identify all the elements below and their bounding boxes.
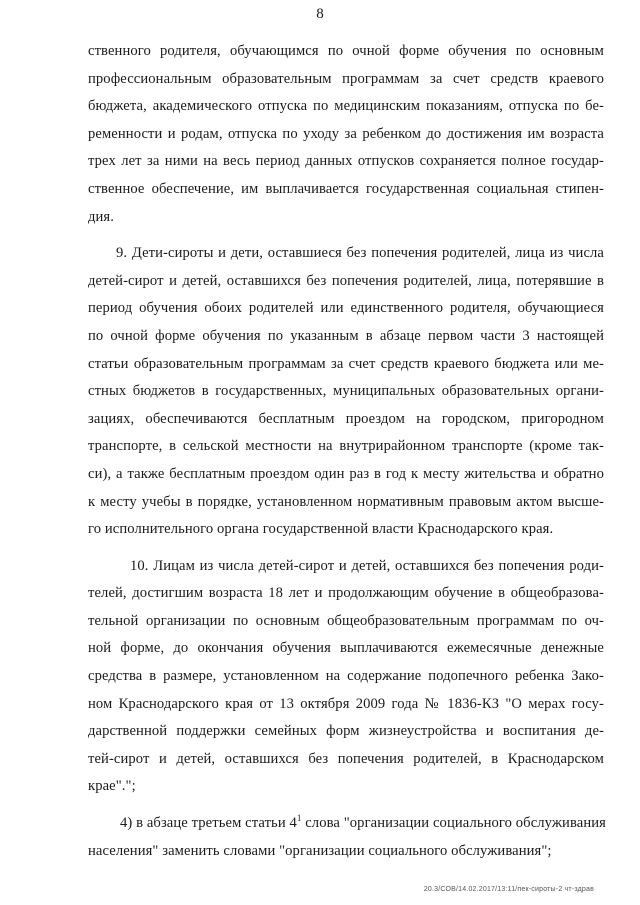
superscript: 1 [296, 813, 302, 824]
text-line: населения" заменить словами "организации социального обслуживания"; [88, 842, 552, 859]
text-line: дарственной поддержки семейных форм жизнеустройства и воспитания де- [88, 723, 604, 740]
text-line: бюджета, академического отпуска по медицинским показаниям, отпуска по бе- [88, 98, 604, 115]
text-line: 9. Дети-сироты и дети, оставшиеся без попечения родителей, лица из числа [116, 245, 604, 262]
text-line: статьи образовательным программам за счет средств краевого бюджета или ме- [88, 355, 604, 372]
text-line: транспорте, в сельской местности на внутрирайонном транспорте (кроме так- [88, 438, 604, 455]
text-line: ном Краснодарского края от 13 октября 2009 года № 1836-КЗ "О мерах госу- [88, 695, 604, 712]
text-line: стных бюджетов в государственных, муниципальных образовательных органи- [88, 383, 604, 400]
amendment-item-4 [88, 810, 604, 865]
text-line: си), а также бесплатным проездом один раз в год к месту жительства и обратно [88, 465, 604, 482]
text-line: зациях, обеспечиваются бесплатным проездом на городском, пригородном [88, 410, 604, 427]
page-number: 8 [316, 6, 324, 22]
text-line: по очной форме обучения по указанным в абзаце первом части 3 настоящей [88, 327, 604, 344]
text-line: крае"."; [88, 778, 136, 795]
text-line: телей, достигшим возраста 18 лет и продолжающим обучение в общеобразова- [88, 585, 604, 602]
text-fragment: 4) в абзаце третьем статьи 4 [120, 815, 297, 832]
text-line: 10. Лицам из числа детей-сирот и детей, оставшихся без попечения роди- [130, 557, 604, 574]
text-line: го исполнительного органа государственной власти Краснодарского края. [88, 521, 554, 538]
document-footer: 20.3/СОВ/14.02.2017/13:11/пек-сироты-2 чт-здрав [423, 886, 594, 893]
text-line: детей-сирот и детей, оставшихся без попечения родителей, лица, потерявшие в [88, 272, 604, 289]
paragraph-9 [88, 240, 604, 544]
paragraph-10 [88, 553, 604, 801]
text-line: ственное обеспечение, им выплачивается государственная социальная стипен- [88, 180, 604, 197]
text-line: профессиональным образовательным программам за счет средств краевого [88, 70, 604, 87]
text-line: к месту учебы в порядке, установленном нормативным правовым актом высше- [88, 493, 604, 510]
text-line: тей-сирот и детей, оставшихся без попечения родителей, в Краснодарском [88, 750, 604, 767]
text-line: тельной организации по основным общеобразовательным программам по оч- [88, 612, 604, 629]
document-body [88, 38, 604, 865]
text-line: ственного родителя, обучающимся по очной форме обучения по основным [88, 43, 604, 59]
text-line: дия. [88, 208, 114, 225]
text-line: ной форме, до окончания обучения выплачиваются ежемесячные денежные [88, 640, 604, 657]
paragraph-continuation [88, 38, 604, 231]
text-line: трех лет за ними на весь период данных отпусков сохраняется полное государ- [88, 153, 604, 170]
text-line: период обучения обоих родителей или единственного родителя, обучающиеся [88, 300, 604, 317]
text-line [88, 810, 604, 838]
text-line: средства в размере, установленном на содержание подопечного ребенка Зако- [88, 668, 604, 685]
text-fragment: слова "организации социального обслуживания [301, 815, 606, 832]
text-line: ременности и родам, отпуска по уходу за ребенком до достижения им возраста [88, 125, 604, 142]
